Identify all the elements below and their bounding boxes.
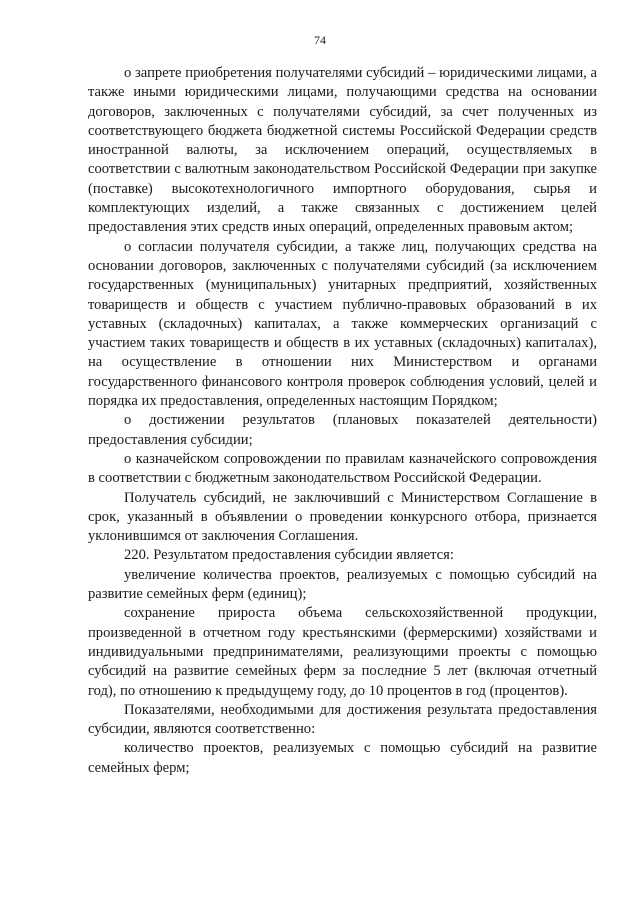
document-body bbox=[88, 64, 597, 778]
paragraph-audit-consent: о согласии получателя субсидии, а также лиц, получающих средства на основании договоров, заключенных с получателями субсидий (за исключением государственных (муниципальных) унитарных предприятий, хозяйственных товариществ и обществ с участием публично-правовых образований в их уставных (складочных) капиталах, а также коммерческих организаций с участием таких товариществ и обществ в их уставных (складочных) капиталах), на осуществление в отношении них Министерством и органами государственного финансового контроля проверок соблюдения условий, целей и порядка их предоставления, определенных настоящим Порядком; bbox=[88, 238, 597, 410]
paragraph-agreement-evasion: Получатель субсидий, не заключивший с Министерством Соглашение в срок, указанный в объявлении о проведении конкурсного отбора, признается уклонившимся от заключения Соглашения. bbox=[88, 489, 597, 545]
paragraph-result-production: сохранение прироста объема сельскохозяйственной продукции, произведенной в отчетном году крестьянскими (фермерскими) хозяйствами и индивидуальными предпринимателями, реализующими проекты с помощью субсидий на развитие семейных ферм за последние 5 лет (включая отчетный год), по отношению к предыдущему году, до 10 процентов в год (процентов). bbox=[88, 605, 597, 699]
paragraph-currency-ban: о запрете приобретения получателями субсидий – юридическими лицами, а также иными юридическими лицами, получающими средства на основании договоров, заключенных с получателями субсидий, за счет полученных из соответствующего бюджета бюджетной системы Российской Федерации средств иностранной валюты, за исключением операций, осуществляемых в соответствии с валютным законодательством Российской Федерации при закупке (поставке) высокотехнологичного импортного оборудования, сырья и комплектующих изделий, а также связанных с достижением целей предоставления этих средств иных операций, определенных правовым актом; bbox=[88, 65, 597, 236]
paragraph-result-projects: увеличение количества проектов, реализуемых с помощью субсидий на развитие семейных ферм (единиц); bbox=[88, 566, 597, 603]
paragraph-results-achievement: о достижении результатов (плановых показателей деятельности) предоставления субсидии; bbox=[88, 412, 597, 448]
page-number: 74 bbox=[314, 33, 326, 47]
paragraph-treasury-support: о казначейском сопровождении по правилам казначейского сопровождения в соответствии с бюджетным законодательством Российской Федерации. bbox=[88, 450, 597, 487]
paragraph-indicators-intro: Показателями, необходимыми для достижения результата предоставления субсидии, являются соответственно: bbox=[88, 701, 597, 738]
paragraph-indicator-projects: количество проектов, реализуемых с помощью субсидий на развитие семейных ферм; bbox=[88, 740, 597, 776]
paragraph-section-220: 220. Результатом предоставления субсидии является: bbox=[124, 547, 454, 564]
